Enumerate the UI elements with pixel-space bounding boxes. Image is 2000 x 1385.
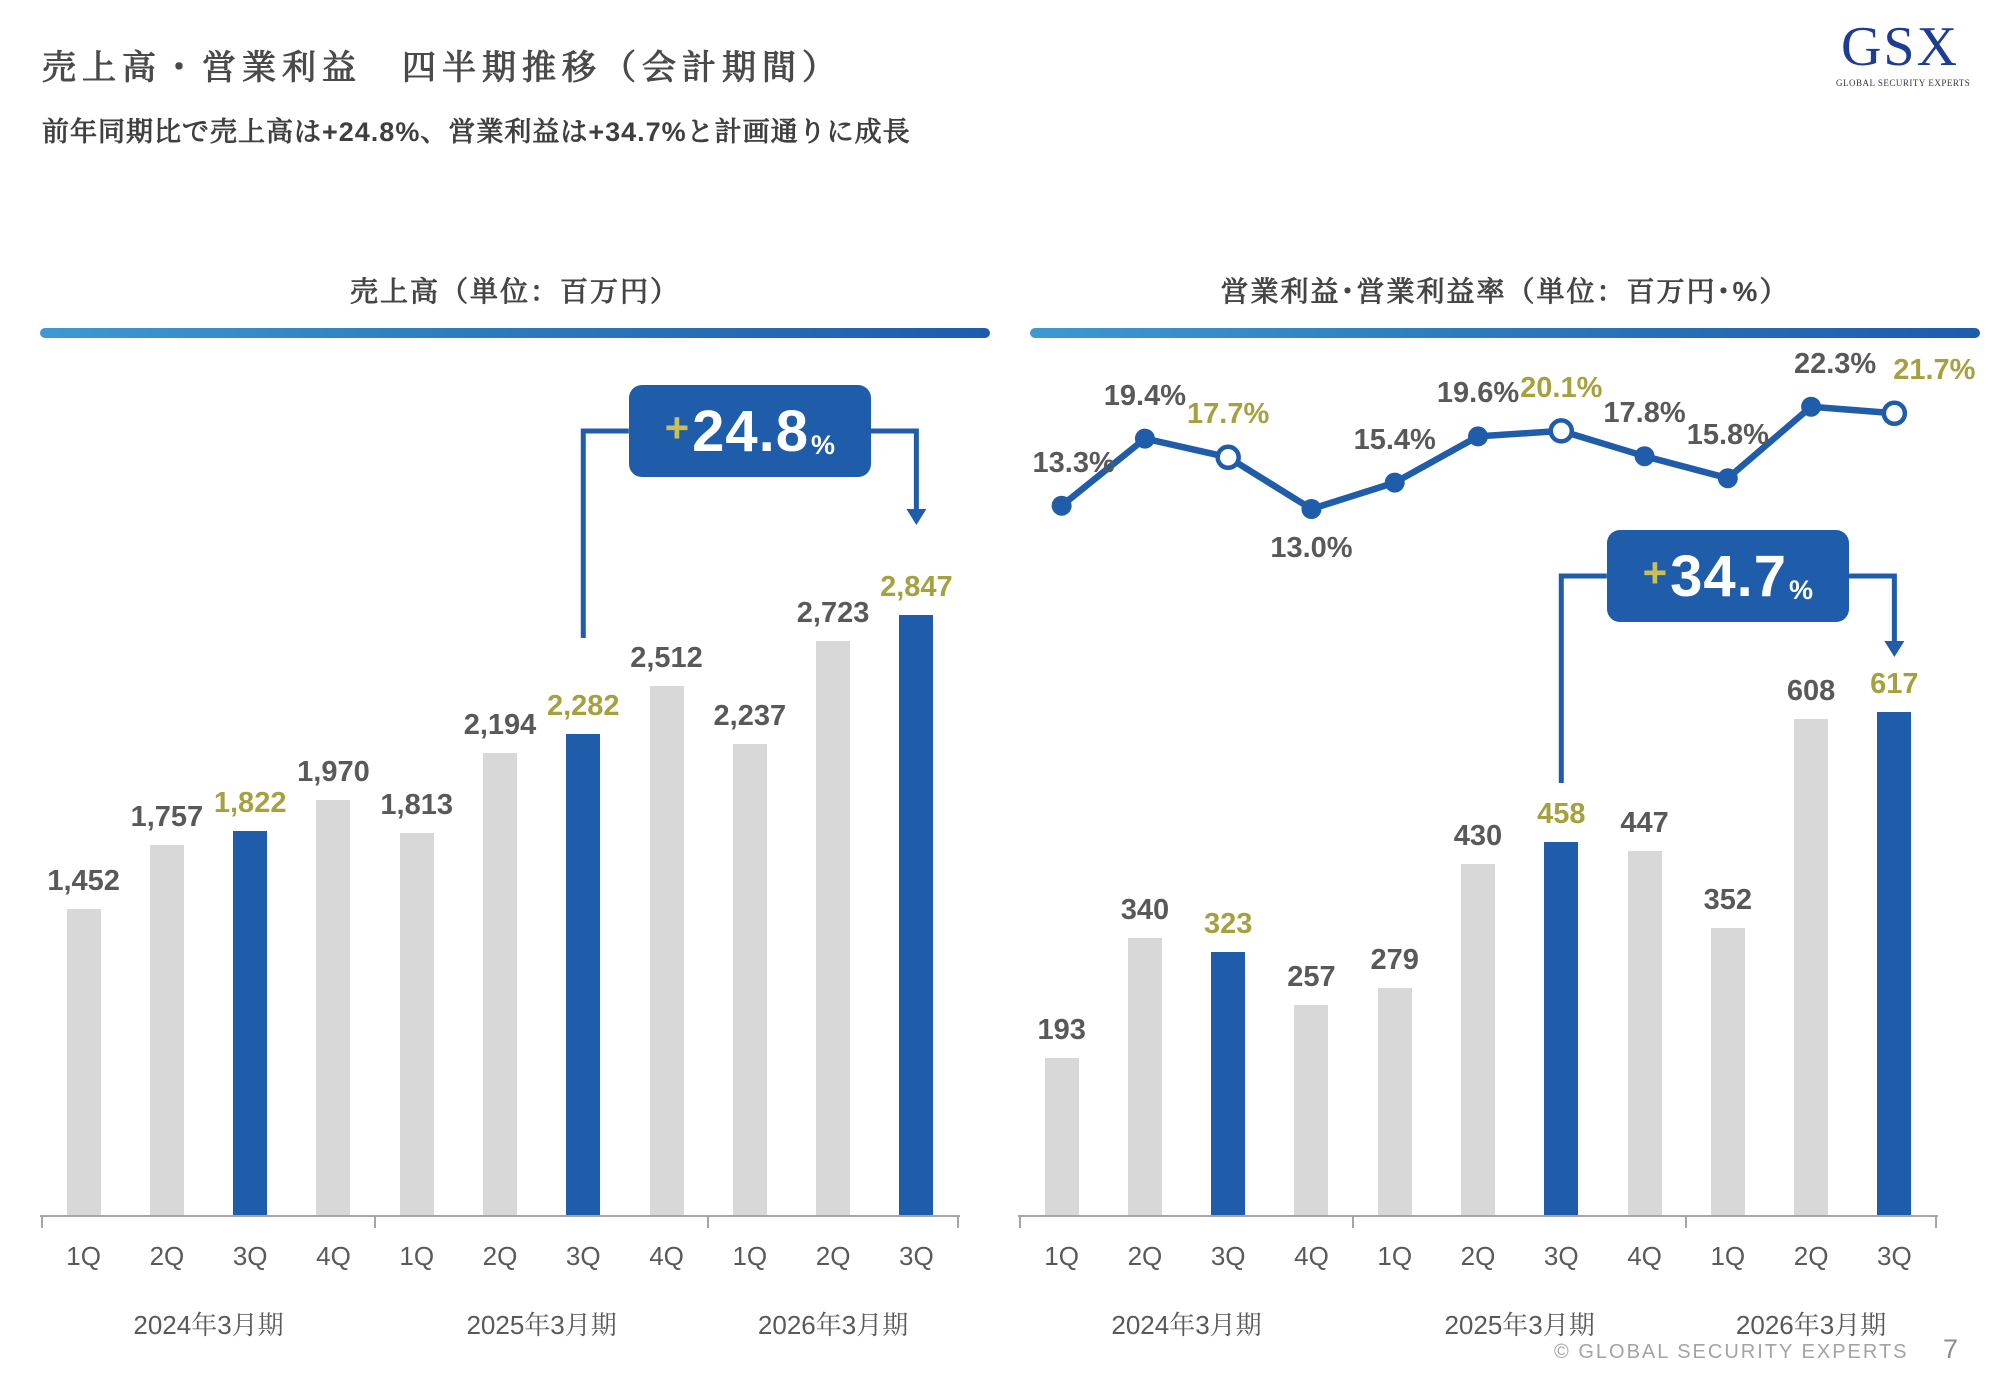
fiscal-year-label: 2024年3月期 — [1111, 1310, 1262, 1340]
gsx-logo-subtext: GLOBAL SECURITY EXPERTS — [1836, 77, 1971, 88]
page-title: 売上高・営業利益 四半期推移（会計期間） — [42, 49, 842, 87]
bar-value-label: 1,813 — [380, 789, 453, 821]
line-percent-label: 19.6% — [1436, 377, 1520, 410]
bar-highlighted — [1877, 712, 1911, 1215]
bar — [483, 753, 517, 1215]
revenue-chart-title: 売上高（単位：百万円） — [349, 276, 680, 307]
x-axis-tick — [957, 1215, 959, 1228]
bar-value-label: 2,237 — [713, 700, 787, 732]
bar — [816, 641, 850, 1215]
operating-profit-chart-title: 営業利益･営業利益率（単位：百万円･%） — [1220, 276, 1790, 307]
line-point-marker — [1135, 429, 1155, 449]
line-point-marker-open — [1218, 447, 1239, 468]
x-axis-tick — [1352, 1215, 1354, 1228]
line-percent-label: 13.3% — [1032, 446, 1115, 479]
x-axis-tick — [41, 1215, 43, 1228]
bar — [316, 800, 350, 1215]
bar-value-label: 447 — [1620, 807, 1669, 839]
x-axis-line — [40, 1215, 960, 1217]
category-label: 2Q — [1793, 1241, 1829, 1271]
category-label: 1Q — [399, 1241, 435, 1271]
fiscal-year-label: 2025年3月期 — [466, 1310, 617, 1340]
line-point-marker — [1468, 426, 1488, 446]
fiscal-year-label: 2024年3月期 — [133, 1310, 284, 1340]
line-percent-label: 21.7% — [1893, 354, 1976, 387]
footer — [0, 1334, 1958, 1365]
bar-highlighted — [1544, 842, 1578, 1215]
growth-callout — [1607, 530, 1849, 622]
footer-page-number: 7 — [1942, 1334, 1958, 1364]
x-axis-line — [1018, 1215, 1938, 1217]
bar — [1128, 938, 1162, 1215]
callout-growth-value: 24.8 — [692, 398, 810, 464]
bar-highlighted — [233, 831, 267, 1215]
page-subtitle: 前年同期比で売上高は+24.8%、営業利益は+34.7%と計画通りに成長 — [42, 117, 911, 147]
revenue-chart-plot — [40, 260, 990, 1385]
callout-plus-sign: + — [664, 404, 690, 451]
line-point-marker — [1718, 468, 1738, 488]
line-point-marker — [1635, 446, 1655, 466]
category-label: 4Q — [1627, 1241, 1662, 1271]
category-label: 2Q — [1127, 1241, 1163, 1271]
line-point-marker — [1052, 496, 1072, 516]
growth-callout — [629, 385, 871, 477]
bar-highlighted — [1211, 952, 1245, 1215]
footer-copyright: © GLOBAL SECURITY EXPERTS — [1554, 1341, 1909, 1363]
bar-highlighted — [566, 734, 600, 1215]
callout-percent-sign: % — [1789, 575, 1814, 605]
x-axis-tick — [374, 1215, 376, 1228]
category-label: 1Q — [732, 1241, 768, 1271]
category-label: 3Q — [232, 1241, 268, 1271]
bar — [1378, 988, 1412, 1215]
category-label: 2Q — [149, 1241, 185, 1271]
fiscal-year-label: 2026年3月期 — [1735, 1310, 1887, 1340]
bar-value-label: 193 — [1037, 1014, 1086, 1046]
line-percent-label: 15.4% — [1353, 423, 1436, 456]
fiscal-year-label: 2026年3月期 — [757, 1310, 909, 1340]
callout-bracket-left — [1561, 576, 1607, 783]
category-label: 4Q — [649, 1241, 684, 1271]
category-label: 3Q — [1210, 1241, 1246, 1271]
bar-value-label: 617 — [1870, 668, 1919, 700]
bar-value-label: 340 — [1120, 894, 1170, 926]
bar-value-label: 2,512 — [630, 642, 703, 674]
callout-arrowhead-icon — [1884, 641, 1904, 657]
gsx-logo-mark: GSX — [1840, 16, 1960, 78]
callout-bracket-left — [583, 431, 629, 638]
operating-profit-chart-plot — [1018, 260, 1980, 1385]
callout-bracket-right — [871, 431, 917, 511]
bar-value-label: 352 — [1703, 884, 1752, 916]
line-percent-label: 17.7% — [1187, 398, 1270, 431]
bar — [1628, 851, 1662, 1215]
line-percent-label: 17.8% — [1603, 397, 1686, 430]
category-label: 1Q — [1377, 1241, 1413, 1271]
category-label: 2Q — [482, 1241, 518, 1271]
bar — [150, 845, 184, 1215]
line-point-marker-open — [1551, 420, 1572, 441]
callout-growth-value: 34.7 — [1670, 543, 1788, 609]
callout-bracket-right — [1849, 576, 1895, 643]
bar-value-label: 257 — [1287, 961, 1336, 993]
line-point-marker — [1301, 499, 1321, 519]
bar — [1294, 1005, 1328, 1215]
operating-profit-chart-panel — [1018, 260, 1980, 1385]
bar-value-label: 1,452 — [47, 865, 120, 897]
bar-value-label: 1,757 — [130, 801, 204, 833]
category-label: 1Q — [1044, 1241, 1079, 1271]
bar-value-label: 279 — [1370, 944, 1419, 976]
bar — [1711, 928, 1745, 1215]
callout-percent-sign: % — [811, 430, 836, 460]
line-point-marker-open — [1884, 403, 1905, 424]
bar — [67, 909, 101, 1215]
category-label: 2Q — [815, 1241, 851, 1271]
line-percent-label: 22.3% — [1793, 347, 1877, 380]
x-axis-tick — [707, 1215, 709, 1228]
category-label: 3Q — [565, 1241, 601, 1271]
bar-value-label: 2,847 — [880, 571, 953, 603]
revenue-chart-panel — [40, 260, 990, 1385]
category-label: 3Q — [1877, 1241, 1912, 1271]
x-axis-tick — [1685, 1215, 1687, 1228]
bar-highlighted — [899, 615, 933, 1215]
category-label: 1Q — [66, 1241, 101, 1271]
bar-value-label: 2,194 — [463, 709, 537, 741]
x-axis-tick — [1019, 1215, 1021, 1228]
bar-value-label: 2,723 — [796, 597, 870, 629]
category-label: 3Q — [1543, 1241, 1579, 1271]
gsx-logo — [1836, 16, 1971, 88]
callout-plus-sign: + — [1642, 549, 1668, 596]
line-point-marker — [1385, 473, 1405, 493]
bar — [1794, 719, 1828, 1215]
bar-value-label: 458 — [1537, 798, 1586, 830]
category-label: 1Q — [1710, 1241, 1746, 1271]
bar — [733, 744, 767, 1215]
bar — [400, 833, 434, 1215]
line-point-marker — [1801, 397, 1821, 417]
bar-value-label: 430 — [1453, 820, 1503, 852]
bar — [1461, 864, 1495, 1215]
bar — [1045, 1058, 1079, 1215]
bar-value-label: 1,822 — [213, 787, 287, 819]
category-label: 4Q — [1294, 1241, 1329, 1271]
category-label: 2Q — [1460, 1241, 1496, 1271]
fiscal-year-label: 2025年3月期 — [1444, 1310, 1595, 1340]
x-axis-tick — [1935, 1215, 1937, 1228]
bar — [650, 686, 684, 1215]
bar-value-label: 1,970 — [297, 756, 370, 788]
bar-value-label: 2,282 — [546, 690, 620, 722]
bar-value-label: 323 — [1203, 908, 1253, 940]
category-label: 4Q — [316, 1241, 351, 1271]
line-percent-label: 19.4% — [1103, 379, 1187, 412]
line-percent-label: 15.8% — [1686, 419, 1769, 452]
line-percent-label: 13.0% — [1270, 532, 1353, 564]
line-percent-label: 20.1% — [1520, 371, 1603, 404]
category-label: 3Q — [899, 1241, 934, 1271]
bar-value-label: 608 — [1786, 675, 1836, 707]
callout-arrowhead-icon — [906, 509, 926, 525]
